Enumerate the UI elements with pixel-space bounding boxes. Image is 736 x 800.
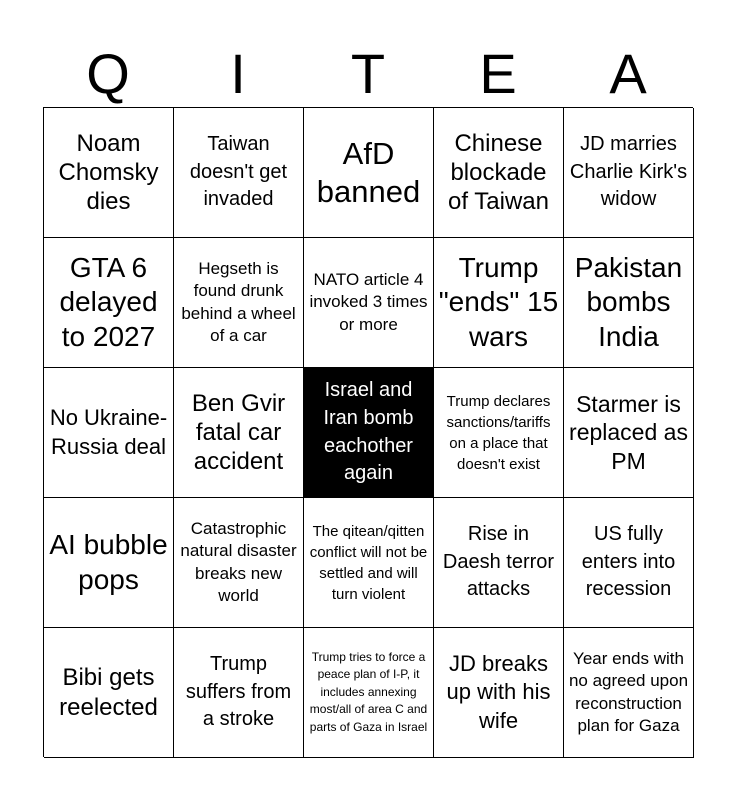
bingo-cell[interactable] [434,498,564,628]
bingo-cell[interactable] [174,238,304,368]
cell-text: No Ukraine-Russia deal [49,404,168,459]
cell-text: JD breaks up with his wife [446,650,551,733]
cell-text: Rise in Daesh terror attacks [442,523,555,601]
cell-text: Year ends with no agreed upon reconstruction plan for Gaza [568,648,689,735]
bingo-cell[interactable] [44,238,174,368]
cell-text: US fully enters into recession [581,523,676,601]
bingo-cell[interactable] [44,368,174,498]
bingo-cell[interactable] [304,238,434,368]
header-letter-a: A [609,42,647,105]
free-space-cell[interactable] [304,368,434,498]
bingo-cell[interactable] [564,368,694,498]
cell-text: Bibi gets reelected [59,664,158,721]
cell-text: NATO article 4 invoked 3 times or more [309,269,428,334]
bingo-cell[interactable] [564,238,694,368]
cell-text: GTA 6 delayed to 2027 [59,252,158,352]
bingo-cell[interactable] [174,498,304,628]
bingo-cell[interactable] [434,108,564,238]
cell-text: Trump tries to force a peace plan of I-P, it includes annexing most/all of area C and parts of Gaza in Israel [309,650,428,734]
cell-text: Catastrophic natural disaster breaks new world [180,518,297,605]
cell-text: Israel and Iran bomb eachother again [323,379,414,485]
cell-text: Trump declares sanctions/tariffs on a place that doesn't exist [446,392,551,473]
header-letter-q: Q [86,42,130,105]
cell-text: Hegseth is found drunk behind a wheel of a car [181,258,296,345]
bingo-cell[interactable] [44,628,174,758]
header-letter-i: I [230,42,246,105]
bingo-cell[interactable] [174,628,304,758]
bingo-cell[interactable] [304,628,434,758]
bingo-cell[interactable] [304,108,434,238]
cell-text: Trump suffers from a stroke [185,653,292,731]
bingo-grid [43,107,693,757]
cell-text: AI bubble pops [49,529,168,595]
bingo-cell[interactable] [304,498,434,628]
bingo-cell[interactable] [434,628,564,758]
cell-text: Starmer is replaced as PM [569,391,688,474]
cell-text: JD marries Charlie Kirk's widow [569,133,688,211]
bingo-cell[interactable] [434,238,564,368]
bingo-cell[interactable] [44,498,174,628]
cell-text: Ben Gvir fatal car accident [191,389,286,476]
header-letter-t: T [350,42,386,105]
cell-text: AfD banned [316,136,421,209]
bingo-cell[interactable] [564,108,694,238]
cell-text: Pakistan bombs India [574,252,683,352]
bingo-header [43,40,693,108]
cell-text: Trump "ends" 15 wars [438,252,559,352]
cell-text: Taiwan doesn't get invaded [189,133,288,211]
bingo-cell[interactable] [174,108,304,238]
cell-text: Noam Chomsky dies [58,129,159,216]
cell-text: The qitean/qitten conflict will not be settled and will turn violent [309,522,428,603]
header-letter-e: E [479,42,517,105]
bingo-cell[interactable] [564,628,694,758]
bingo-cell[interactable] [44,108,174,238]
bingo-cell[interactable] [174,368,304,498]
cell-text: Chinese blockade of Taiwan [448,129,549,216]
bingo-cell[interactable] [564,498,694,628]
bingo-cell[interactable] [434,368,564,498]
